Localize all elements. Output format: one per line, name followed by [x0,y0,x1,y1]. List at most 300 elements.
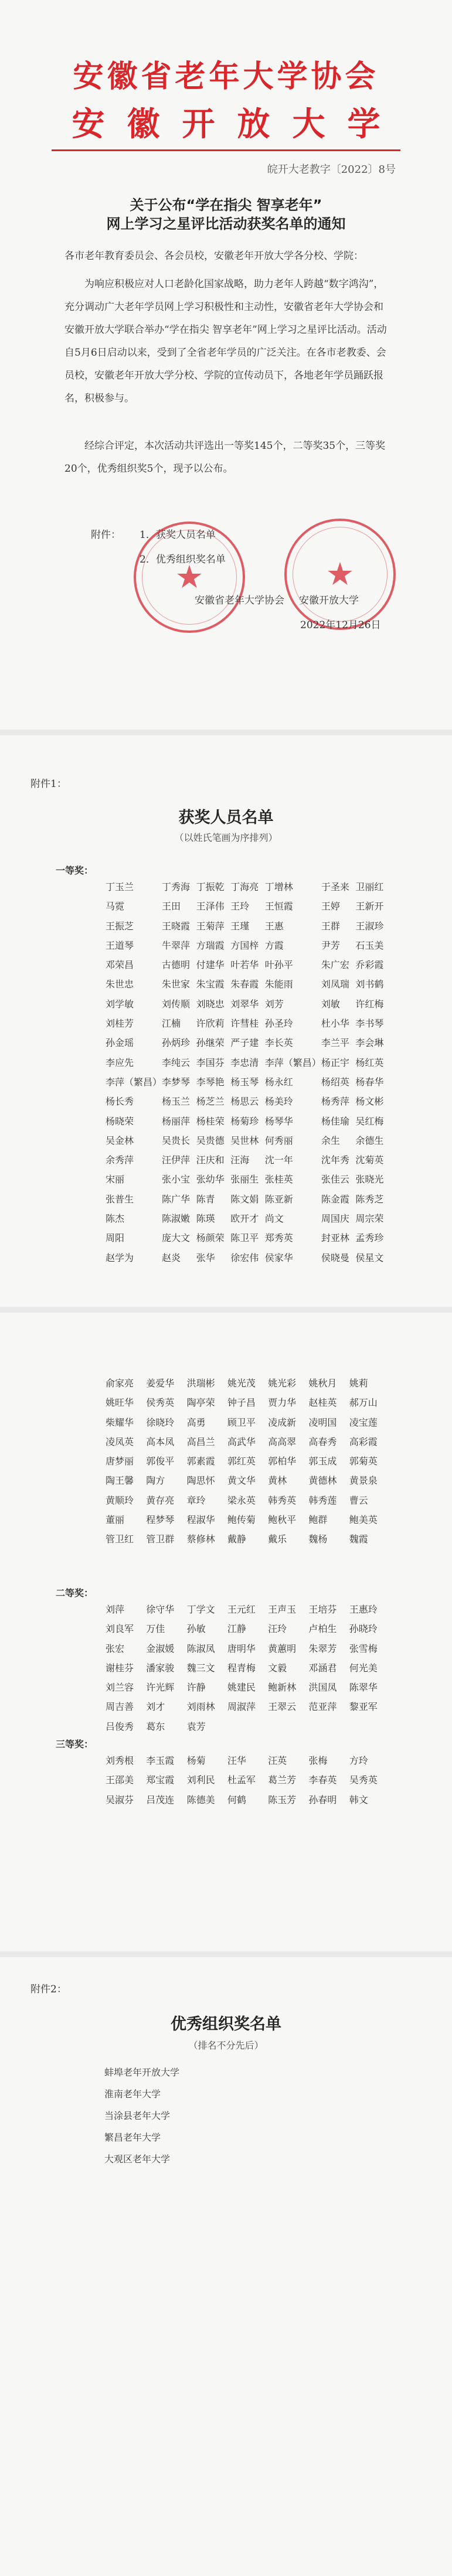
winner-name: 吴金林 [106,1134,134,1146]
winner-name: 陈瑛 [196,1213,215,1225]
winner-name: 余生 [321,1134,340,1146]
winner-name: 吴贵德 [196,1134,225,1146]
organizations-list [104,2062,179,2170]
winner-name: 朱宝霞 [196,979,225,990]
winner-name: 赵炎 [162,1252,181,1263]
winner-name: 汪玲 [268,1623,287,1635]
winner-name: 袁芳 [186,1720,206,1732]
winner-name: 杨秀萍 [321,1096,349,1108]
winner-name: 郭俊平 [146,1456,175,1467]
winner-name: 汪英 [268,1755,287,1766]
winner-name: 高彩霞 [349,1436,378,1447]
winner-name: 王菊萍 [196,920,225,932]
winner-name: 王道琴 [106,939,134,951]
winner-name: 周国庆 [321,1213,349,1225]
winner-name: 陈杰 [106,1213,125,1225]
winner-name: 文毅 [268,1662,287,1674]
document-number: 皖开大老教字〔2022〕8号 [267,163,396,176]
winner-name: 王晓霞 [162,920,191,932]
association-seal: ★ [134,522,245,633]
winner-name: 杨晓荣 [106,1115,134,1127]
winner-name: 陈青 [196,1193,215,1205]
winner-name: 李兰平 [321,1037,349,1049]
winner-name: 韩秀莲 [308,1494,337,1506]
winner-name: 王元红 [227,1604,256,1615]
winner-name: 李梦琴 [162,1076,191,1088]
winner-name: 程青梅 [227,1662,256,1674]
winner-name: 刘良军 [106,1623,134,1635]
winners-subtitle: （以姓氏笔画为序排列） [174,832,278,843]
winner-name: 杨玉琴 [230,1076,259,1088]
winner-name: 郝万山 [349,1397,378,1409]
winner-name: 宋丽 [106,1174,125,1185]
winner-name: 葛东 [146,1720,165,1732]
winner-name: 柴耀华 [106,1416,134,1428]
winner-name: 孙晓玲 [349,1623,378,1635]
winner-name: 丁增林 [264,881,293,892]
winner-name: 刘传顺 [162,998,191,1010]
winner-name: 孙继荣 [196,1037,225,1049]
winner-name: 钟子昌 [227,1397,256,1409]
attachment-1: 1．获奖人员名单 [140,529,216,541]
winner-name: 杨玉兰 [162,1096,191,1108]
winner-name: 孙圣玲 [264,1018,293,1030]
winner-name: 孙春明 [308,1794,337,1805]
winner-name: 李国芬 [196,1057,225,1068]
winner-name: 刘萍 [106,1604,125,1615]
winner-name: 周宗荣 [355,1213,384,1225]
winner-name: 于圣来 [321,881,349,892]
winner-name: 孟秀珍 [355,1232,384,1244]
winner-name: 潘家骏 [146,1662,175,1674]
winner-name: 刘芳 [264,998,284,1010]
winner-name: 何鹤 [227,1794,246,1805]
winner-name: 鲍新林 [268,1682,297,1694]
winner-name: 戴静 [227,1534,246,1545]
header-line1: 安徽省老年大学协会 [73,59,379,94]
winner-name: 周阳 [106,1232,125,1244]
winner-name: 邓荣昌 [106,959,134,971]
winner-name: 丁玉兰 [106,881,134,892]
winner-name: 王田 [162,901,181,912]
organizations-title: 优秀组织奖名单 [171,2015,281,2033]
winner-name: 江楠 [162,1018,181,1030]
winner-name: 姚莉 [349,1378,368,1389]
winner-name: 姚光彩 [268,1378,297,1389]
winner-name: 王邵美 [106,1774,134,1786]
winner-name: 刘桂芳 [106,1018,134,1030]
notice-title-line2: 网上学习之星评比活动获奖名单的通知 [106,216,346,232]
winner-name: 陈文娟 [230,1193,259,1205]
winner-name: 鲍秋平 [268,1514,297,1526]
winner-name: 牛翠萍 [162,939,191,951]
winner-name: 徐晓玲 [146,1416,175,1428]
first-prize-names [106,877,390,1267]
winner-name: 朱世忠 [106,979,134,990]
organization-item: 当涂县老年大学 [104,2110,171,2121]
second-prize-names [106,1600,390,1736]
winner-name: 吕俊秀 [106,1720,134,1732]
winner-name: 郑宝霞 [146,1774,175,1786]
winners-title: 获奖人员名单 [178,809,274,827]
notice-page [0,0,452,730]
winner-name: 郭玉成 [308,1456,337,1467]
winner-name: 郭素霞 [186,1456,215,1467]
winner-name: 陶方 [146,1475,165,1487]
winner-name: 庞大文 [162,1232,191,1244]
winner-name: 侯晓曼 [321,1252,349,1263]
winner-name: 王瑾 [230,920,250,932]
winner-name: 余秀萍 [106,1154,134,1166]
winner-name: 陈淑凤 [186,1643,215,1654]
winner-name: 朱世家 [162,979,191,990]
winner-name: 陈卫平 [230,1232,259,1244]
winner-name: 高昌兰 [186,1436,215,1447]
winner-name: 王惠 [264,920,284,932]
winner-name: 侯家华 [264,1252,293,1263]
winner-name: 张梅 [308,1755,328,1766]
winner-name: 韩文 [349,1794,368,1805]
winner-name: 程淑华 [186,1514,215,1526]
first-prize-names-continued [106,1374,390,1549]
winner-name: 刘秀根 [106,1755,134,1766]
winner-name: 章玲 [186,1494,206,1506]
winner-name: 邓涵君 [308,1662,337,1674]
winner-name: 洪瑞彬 [186,1378,215,1389]
third-prize-label: 三等奖： [56,1739,94,1750]
winner-name: 唐梦丽 [106,1456,134,1467]
winner-name: 张丽生 [230,1174,259,1185]
winner-name: 管卫红 [106,1534,134,1545]
winner-name: 孙敏 [186,1623,206,1635]
winner-name: 张华 [196,1252,215,1263]
winner-name: 陶王馨 [106,1475,134,1487]
winner-name: 韩秀英 [268,1494,297,1506]
winner-name: 杨长秀 [106,1096,134,1108]
organization-item: 繁昌老年大学 [104,2132,161,2143]
winner-name: 魏杨 [308,1534,328,1545]
winner-name: 陈广华 [162,1193,191,1205]
winner-name: 许欣莉 [196,1018,225,1030]
winner-name: 许红梅 [355,998,384,1010]
salutation: 各市老年教育委员会、各会员校，安徽老年开放大学各分校、学院： [64,250,363,262]
first-prize-label: 一等奖： [56,865,94,876]
winner-name: 王声玉 [268,1604,297,1615]
winner-name: 杨菊珍 [230,1115,259,1127]
winner-name: 王惠玲 [349,1604,378,1615]
winner-name: 高春秀 [308,1436,337,1447]
winner-name: 唐明华 [227,1643,256,1654]
winner-name: 姚建民 [227,1682,256,1694]
winner-name: 吴红梅 [355,1115,384,1127]
winner-name: 王泽伟 [196,901,225,912]
winner-name: 戴乐 [268,1534,287,1545]
winner-name: 吴贵长 [162,1134,191,1146]
winner-name: 陈淑嫩 [162,1213,191,1225]
winner-name: 洪国凤 [308,1682,337,1694]
winner-name: 王淑珍 [355,920,384,932]
third-prize-names [106,1751,390,1810]
winner-name: 王恒霞 [264,901,293,912]
winner-name: 魏三文 [186,1662,215,1674]
winner-name: 管卫群 [146,1534,175,1545]
winner-name: 古德明 [162,959,191,971]
winner-name: 卫丽红 [355,881,384,892]
winner-name: 陈金霞 [321,1193,349,1205]
winner-name: 杨文彬 [355,1096,384,1108]
winner-name: 李玉霞 [146,1755,175,1766]
winner-name: 陈翠华 [349,1682,378,1694]
winner-name: 赵学为 [106,1252,134,1263]
winner-name: 王新开 [355,901,384,912]
winner-name: 刘凤瑞 [321,979,349,990]
winner-name: 张佳云 [321,1174,349,1185]
winner-name: 张普生 [106,1193,134,1205]
winner-name: 张雪梅 [349,1643,378,1654]
winner-name: 何秀丽 [264,1134,293,1146]
winner-name: 杨菊 [186,1755,206,1766]
attachment-tag: 附件1： [30,778,67,790]
winner-name: 姜爱华 [146,1378,175,1389]
notice-title-line1: 关于公布“学在指尖 智享老年” [130,197,322,213]
signer-association: 安徽省老年大学协会 [195,595,284,606]
winner-name: 刘敏 [321,998,340,1010]
winner-name: 刘兰容 [106,1682,134,1694]
winner-name: 尹芳 [321,939,340,951]
winner-name: 张幼华 [196,1174,225,1185]
winner-name: 汪华 [227,1755,246,1766]
winner-name: 吕茂连 [146,1794,175,1805]
winner-name: 朱能雨 [264,979,293,990]
header-line2: 安徽开放大学 [72,105,403,144]
winner-name: 张晓光 [355,1174,384,1185]
winner-name: 黄德林 [308,1475,337,1487]
winner-name: 梁永英 [227,1494,256,1506]
winner-name: 杨丽萍 [162,1115,191,1127]
winner-name: 沈一年 [264,1154,293,1166]
winner-name: 丁学文 [186,1604,215,1615]
winner-name: 程梦琴 [146,1514,175,1526]
winner-name: 陈德美 [186,1794,215,1805]
winner-name: 徐守华 [146,1604,175,1615]
winner-name: 许静 [186,1682,206,1694]
winner-name: 王振芝 [106,920,134,932]
winner-name: 姚秋月 [308,1378,337,1389]
winner-name: 方瑞霞 [196,939,225,951]
university-seal: ★ [284,519,396,630]
winner-name: 杨绍英 [321,1076,349,1088]
notice-paragraph-2: 经综合评定，本次活动共评选出一等奖145个，二等奖35个，三等奖20个，优秀组织奖5个，现予以公布。 [64,440,386,475]
winner-name: 蔡修林 [186,1534,215,1545]
winner-name: 汪伊萍 [162,1154,191,1166]
winner-name: 董丽 [106,1514,125,1526]
winner-name: 凌凤英 [106,1436,134,1447]
winner-name: 李萍（繁昌） [106,1076,162,1088]
winner-name: 凌宝莲 [349,1416,378,1428]
winner-name: 许光辉 [146,1682,175,1694]
winner-name: 张宏 [106,1643,125,1654]
winner-name: 顾卫平 [227,1416,256,1428]
winner-name: 杨春华 [355,1076,384,1088]
winner-name: 赵桂英 [308,1397,337,1409]
winner-name: 范亚萍 [308,1701,337,1713]
winner-name: 朱广宏 [321,959,349,971]
organization-item: 淮南老年大学 [104,2088,161,2100]
signer-university: 安徽开放大学 [299,595,359,606]
winner-name: 刘书鹤 [355,979,384,990]
winner-name: 李会琳 [355,1037,384,1049]
winner-name: 姚光茂 [227,1378,256,1389]
winner-name: 李春英 [308,1774,337,1786]
second-prize-label: 二等奖： [56,1587,94,1599]
winner-name: 黄存亮 [146,1494,175,1506]
winner-name: 郭红英 [227,1456,256,1467]
winner-name: 葛兰芳 [268,1774,297,1786]
winner-name: 沈年秀 [321,1154,349,1166]
winner-name: 付建华 [196,959,225,971]
winner-name: 高武华 [227,1436,256,1447]
winner-name: 叶若华 [230,959,259,971]
winner-name: 金淑媛 [146,1643,175,1654]
attachment-2: 2．优秀组织奖名单 [140,554,226,565]
winner-name: 杨美玲 [264,1096,293,1108]
winner-name: 周吉善 [106,1701,134,1713]
winner-name: 何光美 [349,1662,378,1674]
winner-name: 徐宏伟 [230,1252,259,1263]
winner-name: 王玲 [230,901,250,912]
winner-name: 封亚林 [321,1232,349,1244]
winner-name: 江静 [227,1623,246,1635]
winner-name: 吴淑芬 [106,1794,134,1805]
winner-name: 许彗桂 [230,1018,259,1030]
winner-name: 方国梓 [230,939,259,951]
winner-name: 万佳 [146,1623,165,1635]
notice-date: 2022年12月26日 [300,619,381,631]
organization-item: 大观区老年大学 [104,2154,171,2165]
winner-name: 凌明国 [308,1416,337,1428]
notice-paragraph-1: 为响应积极应对人口老龄化国家战略，助力老年人跨越“数字鸿沟”，充分调动广大老年学员网上学习积极性和主动性，安徽省老年大学协会和安徽开放大学联合举办“学在指尖 智享老年”网上学习之星评比活动。活动自5月6日启动以来，受到了全省老年学员的广泛关注。在各市老教委、会员校，安徽老年开放大学分校、学院的宣传动员下，各地老年学员踊跃报名，积极参与。 [64,278,387,404]
winner-name: 杜孟军 [227,1774,256,1786]
winner-name: 陈秀芝 [355,1193,384,1205]
winner-name: 沈菊英 [355,1154,384,1166]
winner-name: 杨琴华 [264,1115,293,1127]
winner-name: 鲍传菊 [227,1514,256,1526]
winner-name: 汪海 [230,1154,250,1166]
winner-name: 黄林 [268,1475,287,1487]
winner-name: 李琴艳 [196,1076,225,1088]
winner-name: 李书琴 [355,1018,384,1030]
winner-name: 刘翠华 [230,998,259,1010]
winner-name: 张小宝 [162,1174,191,1185]
winner-name: 黄文华 [227,1475,256,1487]
winner-name: 杜小华 [321,1018,349,1030]
winner-name: 方霞 [264,939,284,951]
winner-name: 严子建 [230,1037,259,1049]
winner-name: 杨永红 [264,1076,293,1088]
winner-name: 丁海亮 [230,881,259,892]
winner-name: 杨桂荣 [196,1115,225,1127]
winners-page-2 [0,1313,452,1951]
winner-name: 吴世林 [230,1134,259,1146]
winner-name: 郭菊英 [349,1456,378,1467]
winner-name: 陶思怀 [186,1475,215,1487]
winner-name: 孙金瑶 [106,1037,134,1049]
winner-name: 鲍美英 [349,1514,378,1526]
winner-name: 孙炳珍 [162,1037,191,1049]
winner-name: 侯星文 [355,1252,384,1263]
winner-name: 卢柏生 [308,1623,337,1635]
winner-name: 鲍群 [308,1514,328,1526]
winner-name: 郭柏华 [268,1456,297,1467]
winner-name: 杨红英 [355,1057,384,1068]
header-rule [52,149,400,151]
winner-name: 高高翠 [268,1436,297,1447]
winners-page-1 [0,735,452,1307]
winner-name: 姚旺华 [106,1397,134,1409]
winner-name: 陈亚新 [264,1193,293,1205]
winner-name: 张桂英 [264,1174,293,1185]
winner-name: 叶孙平 [264,959,293,971]
winner-name: 魏霞 [349,1534,368,1545]
winner-name: 刘利民 [186,1774,215,1786]
winner-name: 周淑萍 [227,1701,256,1713]
winner-name: 刘学敏 [106,998,134,1010]
winner-name: 谢桂芬 [106,1662,134,1674]
attachment-tag-2: 附件2： [30,1984,67,1995]
winner-name: 陶亭荣 [186,1397,215,1409]
winner-name: 曹云 [349,1494,368,1506]
winner-name: 王培芬 [308,1604,337,1615]
winner-name: 王翠云 [268,1701,297,1713]
winner-name: 杨芝兰 [196,1096,225,1108]
winner-name: 尚文 [264,1213,284,1225]
winner-name: 石玉美 [355,939,384,951]
winner-name: 汪庆和 [196,1154,225,1166]
winner-name: 李萍（繁昌） [264,1057,321,1068]
winner-name: 杨思云 [230,1096,259,1108]
winner-name: 李长英 [264,1037,293,1049]
winner-name: 马霓 [106,901,125,912]
winner-name: 方玲 [349,1755,368,1766]
winner-name: 黄景泉 [349,1475,378,1487]
winner-name: 杨佳瑜 [321,1115,349,1127]
winner-name: 陈玉芳 [268,1794,297,1805]
winner-name: 李应先 [106,1057,134,1068]
winner-name: 李纯云 [162,1057,191,1068]
winner-name: 凌成新 [268,1416,297,1428]
winner-name: 俞家亮 [106,1378,134,1389]
winner-name: 刘晓忠 [196,998,225,1010]
winner-name: 侯秀英 [146,1397,175,1409]
attachments-label: 附件： [91,529,121,541]
winner-name: 黄蕙明 [268,1643,297,1654]
winner-name: 杨正宇 [321,1057,349,1068]
winner-name: 黄顺玲 [106,1494,134,1506]
organizations-page [0,1957,452,2576]
winner-name: 王婷 [321,901,340,912]
winner-name: 刘雨林 [186,1701,215,1713]
organizations-subtitle: （排名不分先后） [188,2040,264,2051]
winner-name: 乔彩霞 [355,959,384,971]
winner-name: 贾力华 [268,1397,297,1409]
winner-name: 郑秀英 [264,1232,293,1244]
winner-name: 王群 [321,920,340,932]
winner-name: 吴秀英 [349,1774,378,1786]
winner-name: 余德生 [355,1134,384,1146]
winner-name: 欧开才 [230,1213,259,1225]
winner-name: 丁秀海 [162,881,191,892]
winner-name: 李忠清 [230,1057,259,1068]
